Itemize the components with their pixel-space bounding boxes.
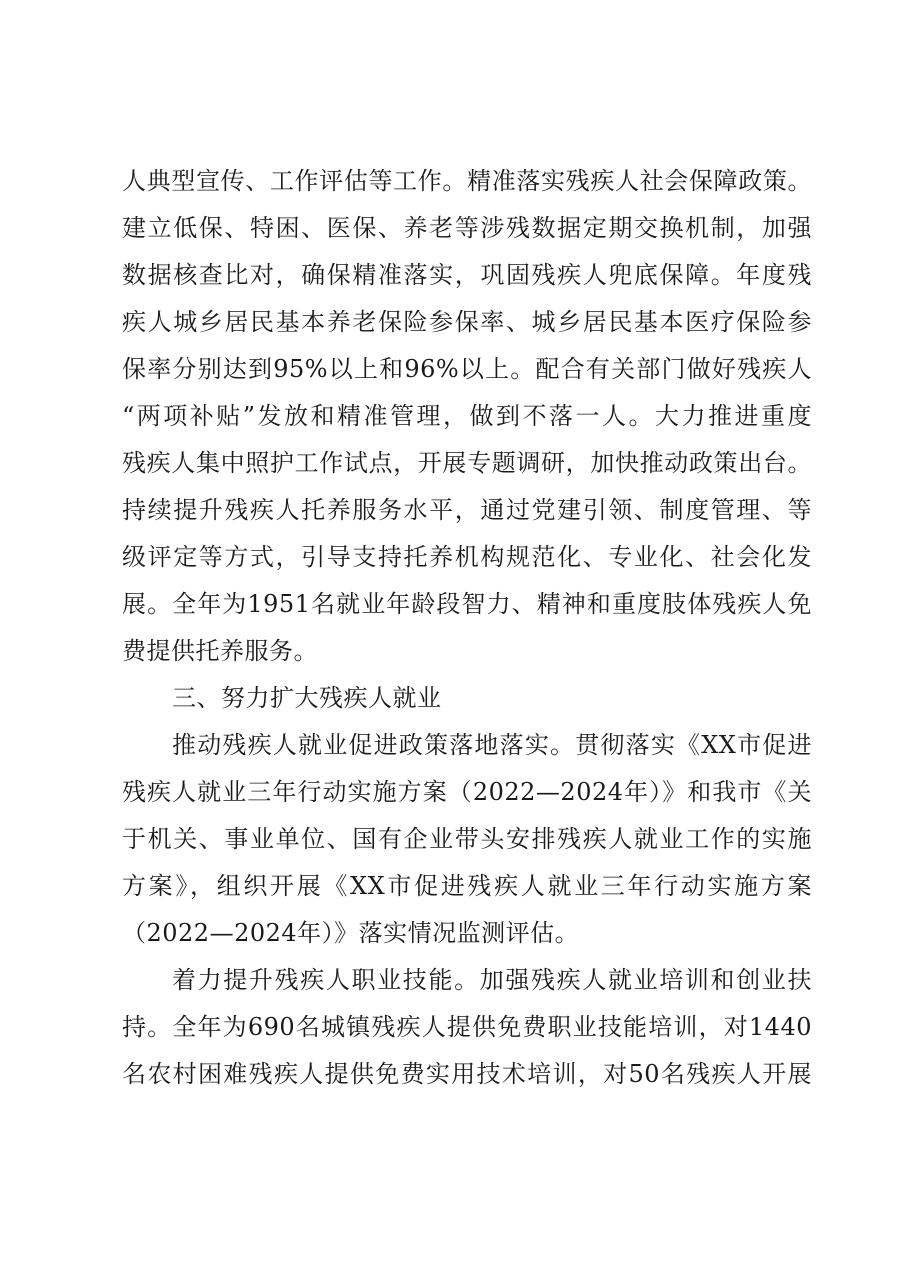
paragraph-line: 保率分别达到95%以上和96%以上。配合有关部门做好残疾人	[122, 355, 812, 383]
paragraph-line: 推动残疾人就业促进政策落地落实。贯彻落实《XX市促进	[172, 731, 812, 759]
paragraph-line: 数据核查比对，确保精准落实，巩固残疾人兜底保障。年度残	[122, 261, 812, 289]
paragraph-line: 人典型宣传、工作评估等工作。精准落实残疾人社会保障政策。	[122, 167, 812, 195]
document-body	[122, 158, 812, 1098]
paragraph-line: 持续提升残疾人托养服务水平，通过党建引领、制度管理、等	[122, 496, 812, 524]
paragraph-line: “两项补贴”发放和精准管理，做到不落一人。大力推进重度	[122, 402, 812, 430]
section-heading: 三、努力扩大残疾人就业	[172, 684, 442, 712]
paragraph-line: 级评定等方式，引导支持托养机构规范化、专业化、社会化发	[122, 543, 812, 571]
paragraph-line: 残疾人就业三年行动实施方案（2022—2024年）》和我市《关	[122, 778, 812, 806]
paragraph-line: 费提供托养服务。	[122, 637, 318, 665]
paragraph-line: 疾人城乡居民基本养老保险参保率、城乡居民基本医疗保险参	[122, 308, 812, 336]
paragraph-line: （2022—2024年）》落实情况监测评估。	[122, 919, 580, 947]
paragraph-line: 着力提升残疾人职业技能。加强残疾人就业培训和创业扶	[172, 966, 812, 994]
paragraph-line: 于机关、事业单位、国有企业带头安排残疾人就业工作的实施	[122, 825, 812, 853]
paragraph-line: 残疾人集中照护工作试点，开展专题调研，加快推动政策出台。	[122, 449, 812, 477]
paragraph-line: 方案》，组织开展《XX市促进残疾人就业三年行动实施方案	[122, 872, 812, 900]
paragraph-line: 名农村困难残疾人提供免费实用技术培训，对50名残疾人开展	[122, 1060, 812, 1088]
paragraph-line: 持。全年为690名城镇残疾人提供免费职业技能培训，对1440	[122, 1013, 812, 1041]
paragraph-line: 建立低保、特困、医保、养老等涉残数据定期交换机制，加强	[122, 214, 812, 242]
paragraph-line: 展。全年为1951名就业年龄段智力、精神和重度肢体残疾人免	[122, 590, 812, 618]
